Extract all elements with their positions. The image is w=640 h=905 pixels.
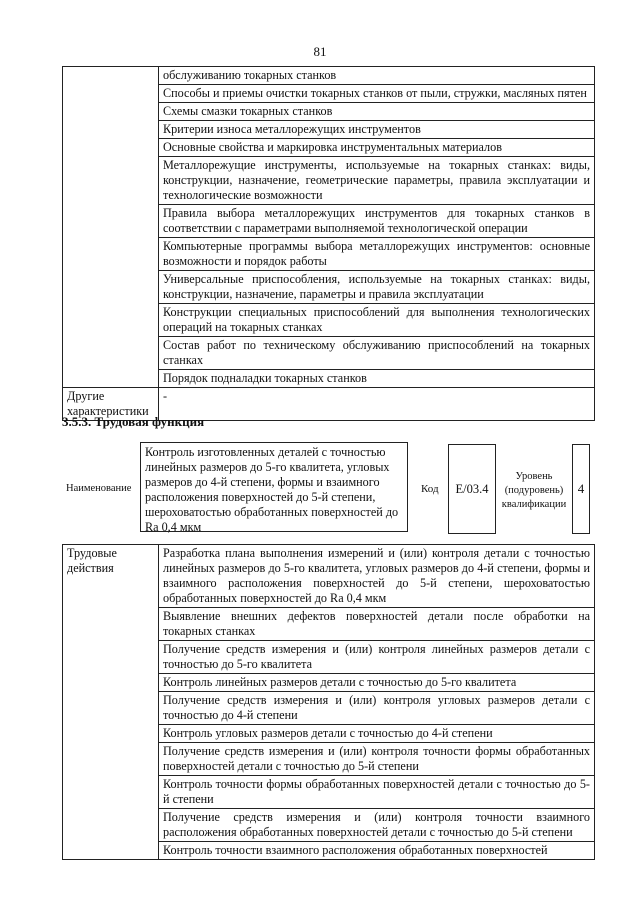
- code-value: E/03.4: [448, 444, 496, 534]
- knowledge-item: Правила выбора металлорежущих инструментов для токарных станков в соответствии с параметрами выполняемой технологической операции: [159, 205, 595, 238]
- labor-action-item: Получение средств измерения и (или) контроля линейных размеров детали с точностью до 5-го квалитета: [159, 641, 595, 674]
- name-label: Наименование: [66, 483, 132, 494]
- qualification-level-label: Уровень (подуровень) квалификации: [501, 471, 567, 510]
- page-number: 81: [313, 44, 327, 59]
- labor-action-item: Контроль точности формы обработанных поверхностей детали с точностью до 5-й степени: [159, 776, 595, 809]
- function-name-box: [140, 442, 408, 532]
- labor-action-item: Получение средств измерения и (или) контроля точности формы обработанных поверхностей детали с точностью до 5-й степени: [159, 743, 595, 776]
- qualification-level-value: 4: [572, 444, 590, 534]
- other-characteristics-label: Другие характеристики: [63, 388, 159, 421]
- knowledge-item: Универсальные приспособления, используемые на токарных станках: виды, конструкции, назначение, параметры и правила эксплуатации: [159, 271, 595, 304]
- knowledge-item: Основные свойства и маркировка инструментальных материалов: [159, 139, 595, 157]
- knowledge-item: Способы и приемы очистки токарных станков от пыли, стружки, масляных пятен: [159, 85, 595, 103]
- code-label: Код: [421, 483, 439, 495]
- knowledge-item: Компьютерные программы выбора металлорежущих инструментов: основные возможности и порядок работы: [159, 238, 595, 271]
- table-row: [63, 545, 595, 608]
- labor-action-item: Контроль угловых размеров детали с точностью до 4-й степени: [159, 725, 595, 743]
- knowledge-item: Состав работ по техническому обслуживанию приспособлений на токарных станках: [159, 337, 595, 370]
- knowledge-item: Конструкции специальных приспособлений для выполнения технологических операций на токарных станках: [159, 304, 595, 337]
- label-cell-empty: [63, 67, 159, 388]
- table-row: [63, 67, 595, 85]
- labor-action-item: Контроль точности взаимного расположения обработанных поверхностей: [159, 842, 595, 860]
- knowledge-item: Порядок подналадки токарных станков: [159, 370, 595, 388]
- labor-action-item: Выявление внешних дефектов поверхностей детали после обработки на токарных станках: [159, 608, 595, 641]
- labor-actions-table: [62, 544, 595, 860]
- section-title: 3.5.3. Трудовая функция: [62, 414, 205, 429]
- labor-action-item: Контроль линейных размеров детали с точностью до 5-го квалитета: [159, 674, 595, 692]
- labor-action-item: Разработка плана выполнения измерений и (или) контроля детали с точностью линейных размеров до 5-го квалитета, угловых размеров до 4-й степени, формы и взаимного расположения поверхностей до 5-й степени, шероховатостью обработанных поверхностей до Ra 0,4 мкм: [159, 545, 595, 608]
- knowledge-item: обслуживанию токарных станков: [159, 67, 595, 85]
- knowledge-table: [62, 66, 595, 421]
- knowledge-item: Критерии износа металлорежущих инструментов: [159, 121, 595, 139]
- knowledge-item: Металлорежущие инструменты, используемые на токарных станках: виды, конструкции, назначение, геометрические параметры, правила эксплуатации и технологические возможности: [159, 157, 595, 205]
- labor-actions-label: Трудовые действия: [63, 545, 159, 860]
- function-name-value: Контроль изготовленных деталей с точностью линейных размеров до 5-го квалитета, угловых размеров до 4-й степени, формы и взаимного расположения поверхностей до 5-й степени, шероховатостью обработанных поверхностей до Ra 0,4 мкм: [145, 445, 399, 534]
- labor-action-item: Получение средств измерения и (или) контроля точности взаимного расположения обработанных поверхностей детали с точностью до 5-й степени: [159, 809, 595, 842]
- other-characteristics-value: -: [159, 388, 595, 421]
- labor-action-item: Получение средств измерения и (или) контроля угловых размеров детали с точностью до 4-й степени: [159, 692, 595, 725]
- knowledge-item: Схемы смазки токарных станков: [159, 103, 595, 121]
